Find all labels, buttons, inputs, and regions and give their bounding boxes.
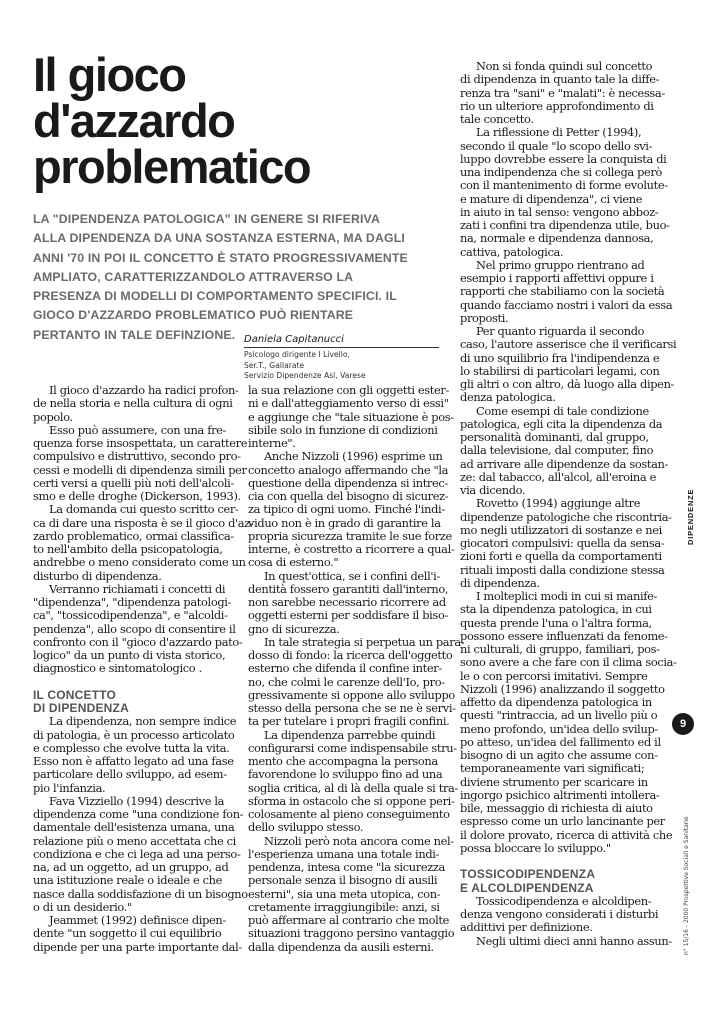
text-line: ingorgo psichico altrimenti intollera- xyxy=(460,787,660,802)
text-line: mo negli utilizzatori di sostanze e nei xyxy=(460,522,662,537)
article-lead xyxy=(33,210,428,345)
text-line: dello sviluppo stesso. xyxy=(248,820,364,835)
text-line: no, che colmi le carenze dell'Io, pro- xyxy=(248,674,445,689)
text-line: questa prende l'una o l'altra forma, xyxy=(460,615,652,630)
text-line: proposti. xyxy=(460,310,509,325)
text-line: personalità dominanti, dal gruppo, xyxy=(460,430,649,444)
text-line: luppo dovrebbe essere la conquista di xyxy=(460,151,667,166)
text-line: situazioni traggono persino vantaggio xyxy=(248,926,455,941)
text-line: stesso della persona che se ne è servi- xyxy=(248,701,456,715)
text-line: cosa di esterno." xyxy=(248,555,339,570)
lead-line: PRESENZA DI MODELLI DI COMPORTAMENTO SPECIFICI. IL xyxy=(33,289,397,304)
text-line: addittivi per definizione. xyxy=(460,920,593,935)
text-line: bile, messaggio di richiesta di aiuto xyxy=(460,801,653,815)
journal-footer: n° 15/16 - 2000 Prospettive Sociali e Sanitarie xyxy=(683,816,690,955)
text-line: dalla televisione, dal computer, fino xyxy=(460,443,654,458)
text-line: La dipendenza parrebbe quindi xyxy=(264,727,436,742)
title-line: d'azzardo xyxy=(33,94,235,147)
text-line: rituali imposti dalla condizione stessa xyxy=(460,562,665,577)
author-affiliation xyxy=(244,350,439,382)
text-line: giocatori compulsivi: quella da sensa- xyxy=(460,536,665,550)
text-line: concetto analogo affermando che "la xyxy=(248,462,449,477)
text-line: ta per tutelare i propri fragili confini. xyxy=(248,714,450,729)
text-line: di uno squilibrio fra l'indipendenza e xyxy=(460,350,660,365)
text-line: meno profondo, un'idea dello svilup- xyxy=(460,721,658,736)
text-line: dipendenza come "una condizione fon- xyxy=(33,807,244,821)
text-line: sono avere a che fare con il clima socia- xyxy=(460,655,677,670)
text-line: questione della dipendenza si intrec- xyxy=(248,475,448,490)
text-line: dipendenze patologiche che riscontria- xyxy=(460,509,672,524)
section-heading: TOSSICODIPENDENZA xyxy=(460,867,596,882)
text-line: Anche Nizzoli (1996) esprime un xyxy=(264,449,443,464)
text-line: cessi e modelli di dipendenza simili per xyxy=(33,462,247,477)
text-line: rio un ulteriore approfondimento di xyxy=(460,98,654,113)
text-line: propria sicurezza tramite le sue forze xyxy=(248,528,452,543)
text-line: Verranno richiamati i concetti di xyxy=(49,581,226,596)
text-line: possa bloccare lo sviluppo." xyxy=(460,840,611,855)
text-line: caso, l'autore asserisce che il verificarsi xyxy=(460,337,677,352)
text-line: questi "rintraccia, ad un livello più o xyxy=(460,708,658,723)
text-line: Esso può assumere, con una fre- xyxy=(49,422,227,437)
section-heading: E ALCOLDIPENDENZA xyxy=(460,880,594,895)
text-line: dipende per una parte importante dal- xyxy=(33,939,242,954)
text-line: gli altri o con altro, dà luogo alla dipen- xyxy=(460,377,675,391)
text-line: lo stabilirsi di particolari legami, con xyxy=(460,363,660,378)
text-line: interne". xyxy=(248,436,296,450)
text-column-1 xyxy=(33,383,254,954)
text-line: favorendone lo sviluppo fino ad una xyxy=(248,767,443,782)
text-line: In quest'ottica, se i confini dell'i- xyxy=(264,568,440,583)
text-line: ni culturali, di gruppo, familiari, pos- xyxy=(460,642,660,656)
text-line: dente "un soggetto il cui equilibrio xyxy=(33,926,222,941)
lead-line: PERTANTO IN TALE DEFINZIONE. xyxy=(33,327,236,342)
text-line: Fava Vizziello (1994) descrive la xyxy=(49,793,225,808)
text-line: affetto da dipendenza patologica in xyxy=(460,695,652,709)
text-line: La dipendenza, non sempre indice xyxy=(49,714,237,729)
text-line: La riflessione di Petter (1994), xyxy=(476,125,642,140)
text-line: colosamente al pieno conseguimento xyxy=(248,807,450,821)
text-line: il dolore provato, ricerca di attività che xyxy=(460,827,673,842)
text-line: l'esperienza umana una totale indi- xyxy=(248,846,440,861)
text-line: una indipendenza che si collega però xyxy=(460,165,663,179)
text-line: di dipendenza. xyxy=(460,575,540,590)
text-line: smo e delle droghe (Dickerson, 1993). xyxy=(33,489,241,503)
text-line: denza patologica. xyxy=(460,390,556,405)
title-line: Il gioco xyxy=(33,48,186,101)
text-line: renza tra "sani" e "malati": è necessa- xyxy=(460,85,665,100)
text-line: temporaneamente vari significati; xyxy=(460,761,645,776)
text-line: Nel primo gruppo rientrano ad xyxy=(476,257,645,272)
text-line: nasce dalla soddisfazione di un bisogno xyxy=(33,886,248,901)
text-line: oggetti esterni per soddisfare il biso- xyxy=(248,608,448,623)
text-line: ca di dare una risposta è se il gioco d'az- xyxy=(33,515,254,530)
text-column-2 xyxy=(248,383,465,954)
text-line: ad arrivare alle dipendenze da sostan- xyxy=(460,456,669,471)
text-line: sforma in ostacolo che si oppone peri- xyxy=(248,793,455,808)
text-line: disturbo di dipendenza. xyxy=(33,568,162,583)
text-line: patologica, egli cita la dipendenza da xyxy=(460,416,663,431)
blank-line xyxy=(460,855,660,868)
text-line: ni e dall'atteggiamento verso di essi" xyxy=(248,396,449,411)
text-line: non sarebbe necessario ricorrere ad xyxy=(248,595,446,609)
text-line: può affermare al contrario che molte xyxy=(248,913,450,927)
text-line: esterni", sia una meta utopica, con- xyxy=(248,886,441,901)
text-line: andrebbe o meno considerato come un xyxy=(33,555,246,570)
article-title xyxy=(33,48,433,193)
text-line: I molteplici modi in cui si manife- xyxy=(476,589,657,603)
text-line: e mature di dipendenza", ci viene xyxy=(460,191,643,206)
text-line: in aiuto in tal senso: vengono abboz- xyxy=(460,204,659,219)
author-block xyxy=(244,334,439,382)
text-line: pendenza", allo scopo di consentire il xyxy=(33,621,236,636)
text-line: sta la dipendenza patologica, in cui xyxy=(460,602,652,617)
text-line: dalla dipendenza da ausili esterni. xyxy=(248,939,434,954)
text-line: denza vengono considerati i disturbi xyxy=(460,907,659,921)
text-line: quenza forse insospettata, un carattere xyxy=(33,436,248,450)
affiliation-line: Servizio Dipendenze Asl, Varese xyxy=(244,371,366,380)
text-line: e aggiunge che "tale situazione è pos- xyxy=(248,409,454,424)
text-line: relazione più o meno accettata che ci xyxy=(33,833,236,848)
text-line: zati i confini tra dipendenza utile, buo- xyxy=(460,218,670,232)
section-heading: IL CONCETTO xyxy=(33,687,117,702)
text-line: popolo. xyxy=(33,409,73,424)
text-line: una istituzione reale o ideale e che xyxy=(33,873,223,888)
text-line: bisogno di un agito che assume con- xyxy=(460,748,658,762)
text-line: za tipico di ogni uomo. Finché l'indi- xyxy=(248,502,445,517)
text-line: espresso come un urlo lancinante per xyxy=(460,814,665,829)
text-line: interne, è costretto a ricorrere a qual- xyxy=(248,542,455,556)
text-line: pendenza, intesa come "la sicurezza xyxy=(248,860,445,874)
text-line: le o con percorsi imitativi. Sempre xyxy=(460,668,648,683)
title-line: problematico xyxy=(33,140,311,193)
text-column-3 xyxy=(460,59,677,948)
text-line: zioni forti e quella da comportamenti xyxy=(460,549,662,564)
text-line: Jeammet (1992) definisce dipen- xyxy=(49,913,226,927)
text-line: possono essere influenzati da fenome- xyxy=(460,628,668,643)
text-line: na, normale e dipendenza dannosa, xyxy=(460,231,654,246)
text-line: quando facciamo nostri i valori da essa xyxy=(460,297,673,312)
text-line: ze: dal tabacco, all'alcol, all'eroina e xyxy=(460,469,657,484)
text-line: esterno che difenda il confine inter- xyxy=(248,661,442,676)
text-line: viduo non è in grado di garantire la xyxy=(248,515,441,530)
text-line: esempio i rapporti affettivi oppure i xyxy=(460,271,654,285)
text-line: Nizzoli (1996) analizzando il soggetto xyxy=(460,681,665,696)
text-line: e complesso che evolve tutta la vita. xyxy=(33,740,230,755)
text-line: Come esempi di tale condizione xyxy=(476,403,649,418)
text-line: po atteso, un'idea del fallimento ed il xyxy=(460,734,661,749)
text-line: personale senza il bisogno di ausili xyxy=(248,873,438,888)
lead-line: ALLA DIPENDENZA DA UNA SOSTANZA ESTERNA, MA DAGLI xyxy=(33,231,405,246)
text-line: dosso di fondo: la ricerca dell'oggetto xyxy=(248,648,453,662)
text-line: particolare dello sviluppo, ad esem- xyxy=(33,767,227,782)
text-line: pio l'infanzia. xyxy=(33,780,106,795)
text-line: zardo problematico, ormai classifica- xyxy=(33,528,234,543)
author-name: Daniela Capitanucci xyxy=(244,334,439,348)
text-line: gno di sicurezza. xyxy=(248,621,340,636)
text-line: Tossicodipendenza e alcoldipen- xyxy=(476,893,652,908)
text-line: damentale dell'esistenza umana, una xyxy=(33,820,235,835)
lead-line: AMPLIATO, CARATTERIZZANDOLO ATTRAVERSO LA xyxy=(33,269,354,284)
text-line: cia con quella del bisogno di sicurez- xyxy=(248,489,449,503)
text-line: Non si fonda quindi sul concetto xyxy=(476,59,653,73)
text-line: dentità fossero garantiti dall'interno, xyxy=(248,581,449,596)
text-line: mento che accompagna la persona xyxy=(248,754,438,768)
text-line: rapporti che stabiliamo con la società xyxy=(460,284,665,299)
text-line: diviene strumento per scaricare in xyxy=(460,774,648,789)
text-line: In tale strategia si perpetua un para- xyxy=(264,634,465,649)
text-line: logico" da un punto di vista storico, xyxy=(33,648,226,662)
text-line: condiziona e che ci lega ad una perso- xyxy=(33,846,241,861)
text-line: la sua relazione con gli oggetti ester- xyxy=(248,383,450,397)
text-line: configurarsi come indispensabile stru- xyxy=(248,740,457,755)
text-line: Nizzoli però nota ancora come nel- xyxy=(264,833,454,848)
lead-line: GIOCO D'AZZARDO PROBLEMATICO PUÒ RIENTARE xyxy=(33,308,354,323)
text-line: sibile solo in funzione di condizioni xyxy=(248,422,438,437)
text-line: cretamente irraggiungibile: anzi, si xyxy=(248,899,440,914)
text-line: via dicendo. xyxy=(460,483,526,497)
text-line: diagnostico e sintomatologico . xyxy=(33,661,202,676)
text-line: gressivamente si oppone allo sviluppo xyxy=(248,687,455,702)
text-line: Rovetto (1994) aggiunge altre xyxy=(476,496,641,511)
text-line: secondo il quale "lo scopo dello svi- xyxy=(460,138,653,153)
text-line: di dipendenza in quanto tale la diffe- xyxy=(460,72,660,87)
affiliation-line: Psicologo dirigente I Livello, xyxy=(244,350,350,359)
lead-line: LA "DIPENDENZA PATOLOGICA" IN GENERE SI RIFERIVA xyxy=(33,212,381,226)
text-line: to nell'ambito della psicopatologia, xyxy=(33,542,223,556)
text-line: "dipendenza", "dipendenza patologi- xyxy=(33,595,232,609)
text-line: con il mantenimento di forme evolute- xyxy=(460,178,668,193)
text-line: ca", "tossicodipendenza", e "alcoldi- xyxy=(33,608,228,623)
affiliation-line: Ser.T., Gallarate xyxy=(244,360,305,370)
text-line: compulsivo e distruttivo, secondo pro- xyxy=(33,449,241,464)
text-line: di patologia, è un processo articolato xyxy=(33,727,235,742)
text-line: confronto con il "gioco d'azzardo pato- xyxy=(33,634,243,649)
text-line: o di un desiderio." xyxy=(33,899,132,914)
text-line: Negli ultimi dieci anni hanno assun- xyxy=(476,933,672,948)
text-line: tale concetto. xyxy=(460,112,534,126)
text-line: cattiva, patologica. xyxy=(460,244,564,259)
page-number-badge: 9 xyxy=(672,713,694,735)
text-line: na, ad un oggetto, ad un gruppo, ad xyxy=(33,860,229,874)
text-line: Per quanto riguarda il secondo xyxy=(476,324,645,338)
text-line: La domanda cui questo scritto cer- xyxy=(49,502,239,517)
text-line: soglia critica, al di là della quale si tra- xyxy=(248,780,458,795)
section-heading: DI DIPENDENZA xyxy=(33,701,129,715)
text-line: Esso non è affatto legato ad una fase xyxy=(33,754,234,768)
lead-line: ANNI '70 IN POI IL CONCETTO È STATO PROGRESSIVAMENTE xyxy=(33,250,408,265)
text-line: Il gioco d'azzardo ha radici profon- xyxy=(49,383,239,397)
blank-line xyxy=(33,676,233,689)
text-line: certi versi a quelli più noti dell'alcoli- xyxy=(33,475,234,490)
text-line: de nella storia e nella cultura di ogni xyxy=(33,396,233,411)
section-label: DIPENDENZE xyxy=(686,488,695,545)
